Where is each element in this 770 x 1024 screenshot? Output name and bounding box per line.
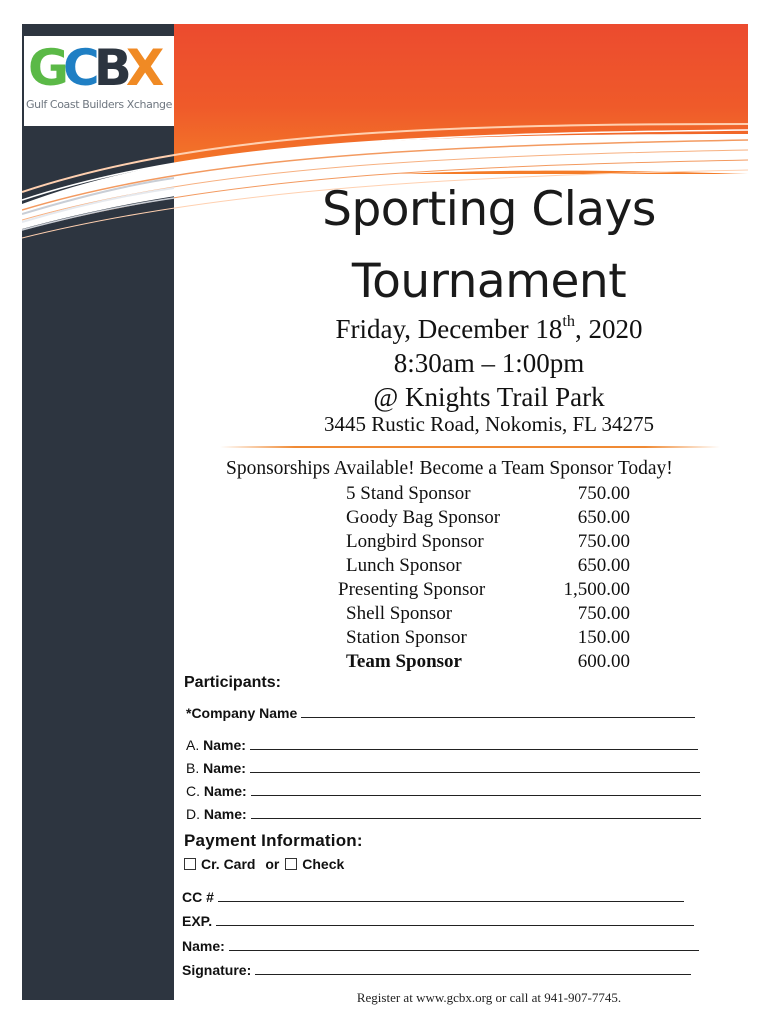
participants-heading: Participants:: [184, 674, 281, 691]
event-time: 8:30am – 1:00pm: [393, 348, 585, 378]
check-label: Check: [302, 856, 345, 872]
participant-label: Name:: [203, 806, 247, 822]
credit-card-checkbox[interactable]: [184, 858, 196, 870]
sponsor-name: Presenting Sponsor: [338, 579, 486, 600]
logo-subtitle: Gulf Coast Builders Xchange: [26, 98, 172, 111]
event-date: [174, 312, 770, 346]
sponsor-price: 150.00: [577, 627, 630, 648]
sponsor-price: 750.00: [577, 483, 630, 504]
cc-label: CC #: [182, 889, 214, 905]
exp-field: [182, 912, 694, 930]
sponsorship-row: [330, 554, 650, 578]
event-address: 3445 Rustic Road, Nokomis, FL 34275: [324, 412, 654, 436]
payer-name-field: [182, 937, 699, 955]
payer-name-label: Name:: [182, 938, 225, 954]
participant-prefix: A.: [186, 737, 200, 753]
sponsor-price: 600.00: [577, 651, 630, 672]
event-date-sup: th: [562, 312, 575, 330]
participant-field: [186, 759, 700, 777]
sponsorship-row: [330, 602, 650, 626]
signature-label: Signature:: [182, 962, 252, 978]
sponsor-price: 750.00: [577, 603, 630, 624]
check-checkbox[interactable]: [285, 858, 297, 870]
sponsor-price: 650.00: [577, 555, 630, 576]
signature-field: [182, 961, 691, 979]
sponsor-name: Station Sponsor: [346, 627, 467, 648]
logo-letter-x: X: [125, 39, 159, 97]
logo-letter-b: B: [93, 39, 126, 97]
logo-letters: [28, 40, 158, 96]
participant-name-input[interactable]: [250, 759, 700, 773]
sponsor-name: 5 Stand Sponsor: [346, 483, 471, 504]
sponsor-name: Shell Sponsor: [346, 603, 453, 624]
orange-divider: [220, 446, 720, 448]
participant-name-input[interactable]: [250, 736, 698, 750]
participant-prefix: B.: [186, 760, 200, 776]
sponsorship-row: [330, 626, 650, 650]
participant-label: Name:: [203, 760, 246, 776]
sponsorships-heading: Sponsorships Available! Become a Team Sponsor Today!: [226, 458, 673, 479]
or-text: or: [265, 856, 280, 872]
company-name-input[interactable]: [301, 704, 695, 718]
company-name-label: *Company Name: [186, 705, 298, 721]
title-line-1: Sporting Clays: [322, 182, 656, 237]
sponsorship-list: [330, 482, 650, 674]
logo-letter-c: C: [63, 39, 94, 97]
gcbx-logo: [24, 36, 174, 126]
participant-prefix: C.: [186, 783, 200, 799]
sponsorship-row: [330, 650, 650, 674]
exp-label: EXP.: [182, 913, 213, 929]
participant-label: Name:: [203, 737, 246, 753]
participant-field: [186, 736, 698, 754]
signature-input[interactable]: [255, 961, 691, 975]
cc-field: [182, 888, 684, 906]
title-line-2: Tournament: [351, 254, 627, 309]
sponsor-name: Team Sponsor: [346, 651, 462, 672]
event-date-prefix: Friday, December 18: [335, 314, 563, 344]
participant-name-input[interactable]: [251, 782, 701, 796]
participant-prefix: D.: [186, 806, 200, 822]
participant-name-input[interactable]: [251, 805, 701, 819]
payment-heading: Payment Information:: [184, 831, 363, 850]
sponsor-price: 750.00: [577, 531, 630, 552]
exp-input[interactable]: [216, 912, 694, 926]
company-name-field: [186, 704, 695, 722]
cc-number-input[interactable]: [218, 888, 684, 902]
footer-register: Register at www.gcbx.org or call at 941-907-7745.: [356, 990, 622, 1005]
participant-label: Name:: [203, 783, 247, 799]
sponsor-price: 1,500.00: [563, 579, 630, 600]
payer-name-input[interactable]: [229, 937, 699, 951]
sponsor-price: 650.00: [577, 507, 630, 528]
event-date-suffix: , 2020: [575, 314, 643, 344]
participant-field: [186, 805, 701, 823]
sponsorship-row: [330, 506, 650, 530]
payment-options: [184, 856, 344, 872]
event-venue: @ Knights Trail Park: [373, 382, 605, 412]
sponsor-name: Goody Bag Sponsor: [346, 507, 501, 528]
participant-field: [186, 782, 701, 800]
sponsorship-row: [330, 482, 650, 506]
sponsorship-row: [330, 530, 650, 554]
logo-letter-g: G: [28, 39, 64, 97]
sponsor-name: Longbird Sponsor: [346, 531, 484, 552]
sponsorship-row: [330, 578, 650, 602]
sponsor-name: Lunch Sponsor: [346, 555, 462, 576]
credit-card-label: Cr. Card: [201, 856, 256, 872]
